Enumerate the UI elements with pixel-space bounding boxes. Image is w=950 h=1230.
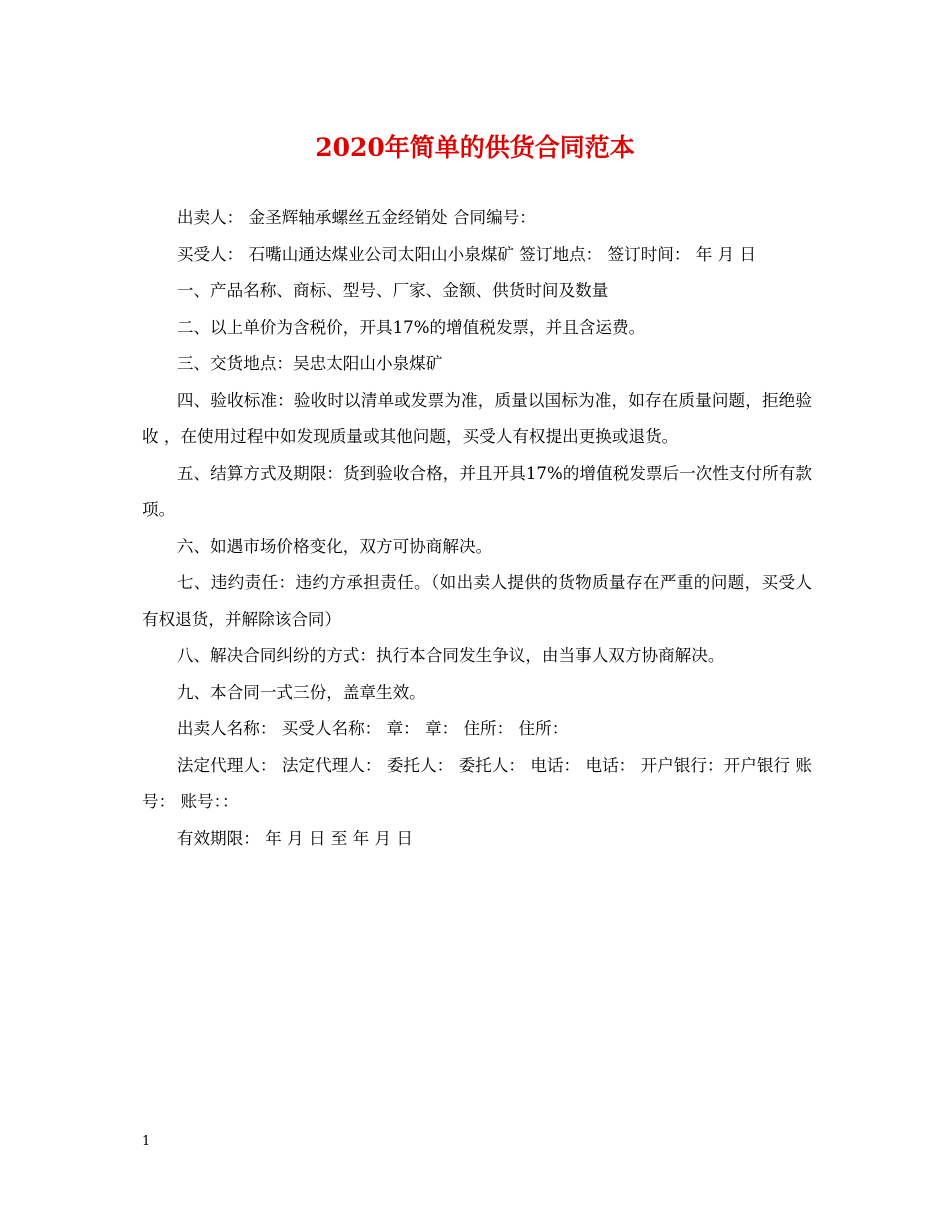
page-number: 1 <box>142 1134 151 1149</box>
paragraph-signature-names: 出卖人名称： 买受人名称： 章： 章： 住所： 住所： <box>176 719 569 738</box>
paragraph-clause-3: 三、交货地点：吴忠太阳山小泉煤矿 <box>176 354 443 373</box>
document-title: 2020年简单的供货合同范本 <box>315 133 635 162</box>
paragraph-signature-details: 法定代理人： 法定代理人： 委托人： 委托人： 电话： 电话： 开户银行：开户银行 账号： 账号：： <box>142 755 812 811</box>
paragraph-clause-1: 一、产品名称、商标、型号、厂家、金额、供货时间及数量 <box>176 281 609 300</box>
paragraph-buyer: 买受人： 石嘴山通达煤业公司太阳山小泉煤矿 签订地点： 签订时间： 年 月 日 <box>176 244 757 264</box>
paragraph-validity: 有效期限： 年 月 日 至 年 月 日 <box>176 828 413 848</box>
paragraph-seller: 出卖人： 金圣辉轴承螺丝五金经销处 合同编号： <box>176 208 536 227</box>
paragraph-clause-6: 六、如遇市场价格变化，双方可协商解决。 <box>176 536 493 556</box>
paragraph-clause-2: 二、以上单价为含税价，开具17%的增值税发票，并且含运费。 <box>176 317 646 337</box>
contract-body <box>142 200 812 857</box>
paragraph-clause-9: 九、本合同一式三份，盖章生效。 <box>176 682 426 702</box>
paragraph-clause-7: 七、违约责任：违约方承担责任。（如出卖人提供的货物质量存在严重的问题，买受人有权退货，并解除该合同） <box>142 573 812 629</box>
paragraph-clause-4: 四、验收标准：验收时以清单或发票为准，质量以国标为准，如存在质量问题，拒绝验收 ，在使用过程中如发现质量或其他问题，买受人有权提出更换或退货。 <box>142 390 812 446</box>
paragraph-clause-8: 八、解决合同纠纷的方式：执行本合同发生争议，由当事人双方协商解决。 <box>176 646 725 665</box>
paragraph-clause-5: 五、结算方式及期限：货到验收合格，并且开具17%的增值税发票后一次性支付所有款项。 <box>142 463 812 519</box>
